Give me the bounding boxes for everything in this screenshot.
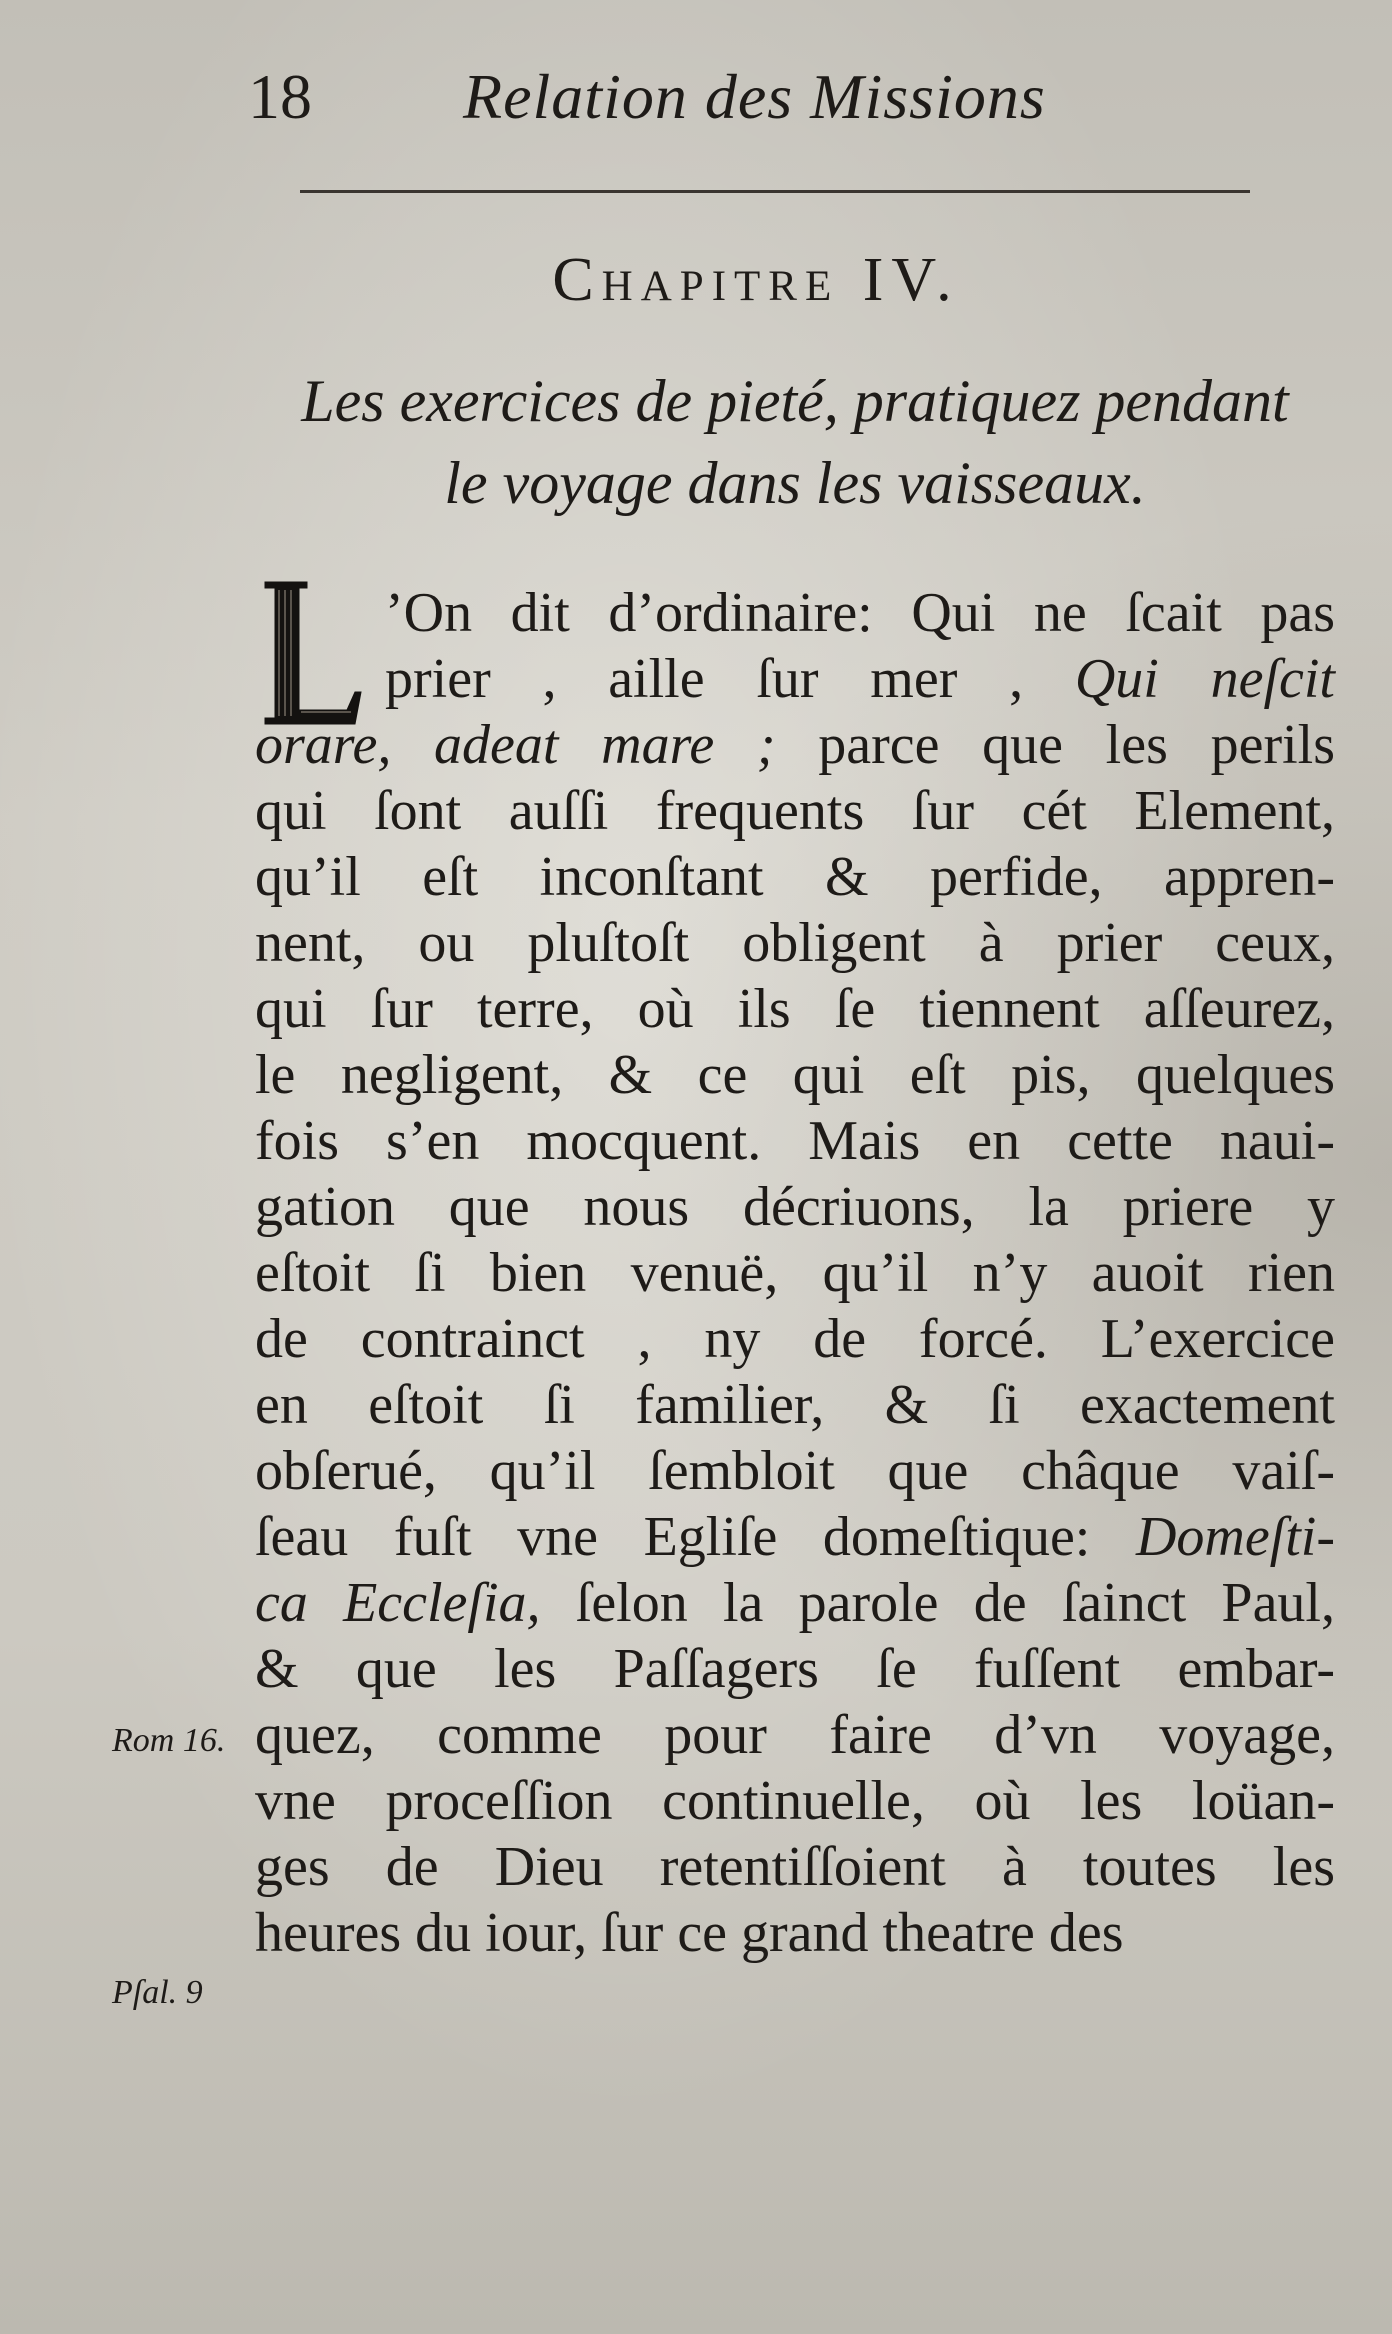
line-text: ges de Dieu retentiſſoient à toutes les xyxy=(255,1836,1335,1898)
chapter-subtitle-line: le voyage dans les vaisseaux. xyxy=(444,450,1146,516)
line-text: heures du iour, ſur ce grand theatre des xyxy=(255,1902,1124,1964)
text-line xyxy=(255,1372,1335,1438)
line-text: prier , aille ſur mer , xyxy=(385,648,1075,710)
line-text: vne proceſſion continuelle, où les loüan- xyxy=(255,1770,1335,1832)
line-text: & que les Paſſagers ſe fuſſent embar- xyxy=(255,1638,1335,1700)
text-line xyxy=(385,580,1335,646)
page-number: 18 xyxy=(248,61,312,132)
line-text: qui ſont auſſi frequents ſur cét Element, xyxy=(255,780,1335,842)
margin-note: Pſal. 9 xyxy=(112,1974,203,2011)
line-text: en eſtoit ſi familier, & ſi exactement xyxy=(255,1374,1335,1436)
text-line xyxy=(255,1438,1335,1504)
line-text: qu’il eſt inconſtant & perfide, appren- xyxy=(255,846,1335,908)
text-line xyxy=(255,1174,1335,1240)
header-rule xyxy=(300,190,1250,193)
text-line xyxy=(255,712,1335,778)
line-text: gation que nous décriuons, la priere y xyxy=(255,1176,1335,1238)
text-line xyxy=(255,1636,1335,1702)
text-line xyxy=(255,1900,1335,1966)
text-line xyxy=(255,1504,1335,1570)
line-text: ſelon la parole de ſainct Paul, xyxy=(540,1572,1335,1634)
latin-quote: orare, adeat mare ; xyxy=(255,714,776,776)
latin-quote: Qui neſcit xyxy=(1074,648,1335,710)
drop-cap-l-glyph xyxy=(255,578,365,728)
drop-cap-initial xyxy=(255,578,365,728)
text-line xyxy=(255,976,1335,1042)
line-text: le negligent, & ce qui eſt pis, quelques xyxy=(255,1044,1335,1106)
text-line xyxy=(255,1570,1335,1636)
text-line xyxy=(255,910,1335,976)
line-text: eſtoit ſi bien venuë, qu’il n’y auoit rien xyxy=(255,1242,1335,1304)
chapter-subtitle xyxy=(250,360,1340,524)
line-text: ’On dit d’ordinaire: Qui ne ſcait pas xyxy=(385,582,1335,644)
latin-quote: Domeſti- xyxy=(1135,1506,1335,1568)
running-title: Relation des Missions xyxy=(463,61,1046,132)
chapter-subtitle-line: Les exercices de pieté, pratiquez pendant xyxy=(301,368,1289,434)
text-line xyxy=(385,646,1335,712)
line-text: fois s’en mocquent. Mais en cette naui- xyxy=(255,1110,1335,1172)
text-line xyxy=(255,1834,1335,1900)
margin-note: Rom 16. xyxy=(112,1722,226,1759)
line-text: obſerué, qu’il ſembloit que châque vaiſ- xyxy=(255,1440,1335,1502)
line-text: nent, ou pluſtoſt obligent à prier ceux, xyxy=(255,912,1335,974)
text-line xyxy=(255,1042,1335,1108)
text-line xyxy=(255,1306,1335,1372)
running-head xyxy=(238,50,1138,140)
line-text: quez, comme pour faire d’vn voyage, xyxy=(255,1704,1335,1766)
chapter-heading: Chapitre IV. xyxy=(552,246,960,314)
latin-quote: ca Eccleſia, xyxy=(255,1572,541,1634)
line-text: de contrainct , ny de forcé. L’exercice xyxy=(255,1308,1335,1370)
text-line xyxy=(255,778,1335,844)
text-line xyxy=(255,1702,1335,1768)
line-text: parce que les perils xyxy=(775,714,1335,776)
line-text: qui ſur terre, où ils ſe tiennent aſſeurez, xyxy=(255,978,1335,1040)
text-line xyxy=(255,1108,1335,1174)
line-text: ſeau fuſt vne Egliſe domeſtique: xyxy=(255,1506,1136,1568)
text-line xyxy=(255,1768,1335,1834)
text-line xyxy=(255,1240,1335,1306)
text-line xyxy=(255,844,1335,910)
